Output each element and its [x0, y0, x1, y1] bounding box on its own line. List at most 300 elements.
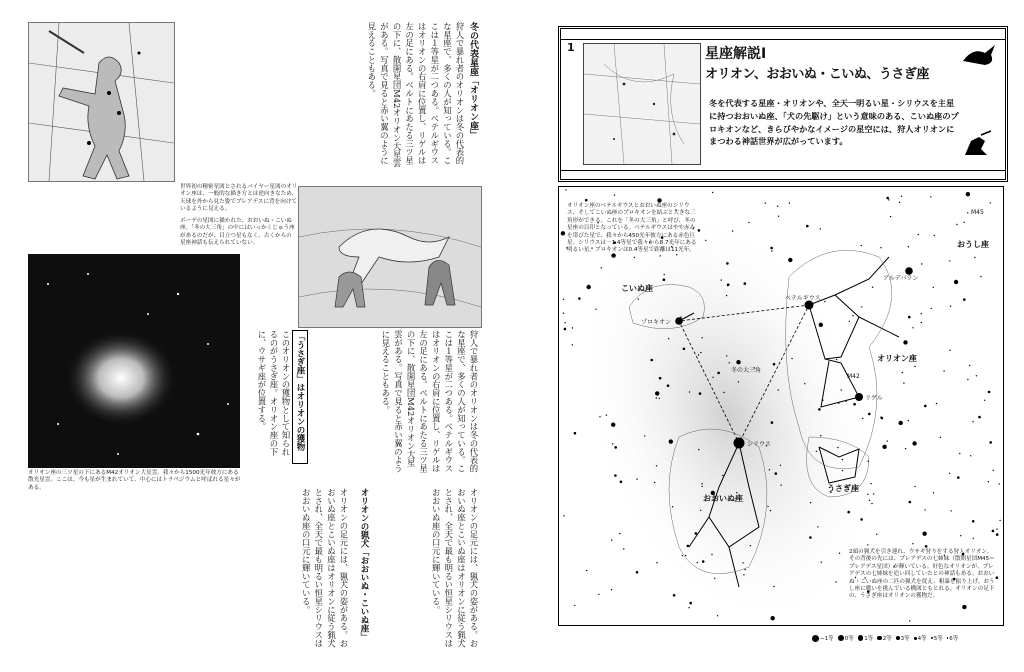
section3-block: [28, 488, 480, 656]
background-star: [908, 420, 909, 421]
magnitude-dot-icon: [877, 636, 882, 641]
label-canis-major: おおいぬ座: [703, 494, 743, 503]
background-star: [750, 545, 751, 546]
background-star: [688, 607, 689, 608]
background-star: [996, 533, 999, 536]
background-star: [909, 620, 910, 621]
background-star: [726, 295, 727, 296]
background-star: [765, 202, 766, 203]
magnitude-label: 0等: [844, 636, 854, 642]
background-star: [984, 400, 985, 401]
magnitude-legend-item: [947, 634, 959, 642]
background-star: [960, 535, 961, 536]
background-star: [876, 534, 877, 535]
background-star: [712, 192, 713, 193]
background-star: [887, 440, 888, 441]
pegasus-ornament-icon: [959, 41, 999, 67]
label-procyon: プロキオン: [641, 319, 672, 326]
background-star: [712, 377, 713, 378]
background-star: [841, 389, 842, 390]
background-star: [614, 194, 615, 195]
background-star: [810, 502, 811, 503]
background-star: [700, 510, 701, 511]
background-star: [902, 372, 903, 373]
background-star: [636, 479, 637, 480]
background-star: [729, 362, 730, 363]
background-star: [940, 437, 941, 438]
background-star: [623, 548, 624, 549]
background-star: [587, 285, 591, 289]
background-star: [687, 545, 690, 548]
background-star: [598, 594, 599, 595]
magnitude-legend-item: [896, 634, 910, 642]
background-star: [899, 202, 900, 203]
background-star: [722, 475, 723, 476]
starmap-note-top: オリオン座のベテルギウスとおおいぬ座のシリウス、そしてこいぬ座のプロキオンを結ぶと大きな三角形ができる。これを「冬の大三角」と呼び、冬の星座の目印となっている。ベテルギウスはやや赤みを帯びた星で、我々から450光年彼方にある赤色巨星。シリウスは－1.4等星で我々から8.7光年にある明るい星。プロキオンは0.4等星で距離は11光年。: [567, 203, 697, 254]
background-star: [816, 451, 817, 452]
background-star: [663, 278, 666, 281]
background-star: [702, 337, 703, 338]
background-star: [817, 526, 818, 527]
background-star: [963, 298, 966, 301]
background-star: [743, 574, 744, 575]
background-star: [921, 263, 922, 264]
background-star: [717, 372, 720, 375]
background-star: [572, 327, 573, 328]
background-star: [970, 455, 971, 456]
background-star: [842, 459, 843, 460]
background-star: [967, 379, 968, 380]
background-star: [699, 392, 702, 395]
background-star: [922, 532, 926, 536]
background-star: [572, 344, 573, 345]
section1-body: 狩人で暴れ者のオリオンは冬の代表的な星座で、多くの人が知っている。ここは１等星が二つある。ベテルギウスはオリオンの右肩に位置し、リゲルは左の足にある。ベルトにあたる三ツ星の下に、散開星団M42オリオン大星雲がある。写真で見ると赤い翼のように見えることもある。: [366, 22, 465, 168]
background-star: [861, 245, 862, 246]
background-star: [842, 470, 843, 471]
background-star: [659, 377, 662, 380]
background-star: [822, 400, 823, 401]
section3-heading: オリオンの猟犬「おおいぬ・こいぬ座」: [359, 488, 369, 641]
background-star: [611, 423, 615, 427]
background-star: [980, 276, 981, 277]
background-star: [769, 469, 770, 470]
background-star: [914, 486, 915, 487]
background-star: [862, 418, 863, 419]
section1-body-continued: 狩人で暴れ者のオリオンは冬の代表的な星座で、多くの人が知っている。ここは１等星が二つある。ベテルギウスはオリオンの右肩に位置し、リゲルは左の足にある。ベルトにあたる三ツ星の下に、散開星団M42オリオン大星雲がある。写真で見ると赤い翼のように見えることもある。: [380, 330, 479, 473]
background-star: [620, 481, 623, 484]
background-star: [619, 533, 620, 534]
background-star: [972, 421, 973, 422]
background-star: [993, 470, 994, 471]
background-star: [899, 421, 903, 425]
background-star: [818, 408, 821, 411]
background-star: [656, 397, 657, 398]
background-star: [638, 298, 639, 299]
header-border-band: [561, 29, 1005, 40]
background-star: [726, 262, 729, 265]
background-star: [697, 562, 698, 563]
right-page: [512, 0, 1024, 672]
background-star: [742, 562, 743, 563]
background-star: [882, 445, 886, 449]
background-star: [717, 615, 718, 616]
background-star: [974, 257, 975, 258]
background-star: [563, 313, 564, 314]
background-star: [599, 416, 600, 417]
background-star: [612, 443, 613, 444]
magnitude-label: 5等: [933, 636, 943, 642]
header-thumbnail-map: [583, 43, 701, 165]
background-star: [702, 560, 705, 563]
background-star: [644, 435, 645, 436]
background-star: [860, 518, 863, 521]
background-star: [872, 287, 873, 288]
background-star: [660, 255, 661, 256]
star-sirius: [734, 438, 745, 449]
magnitude-legend: [812, 634, 1002, 648]
header-title-area: [705, 43, 999, 91]
background-star: [683, 348, 686, 351]
magnitude-dot-icon: [838, 635, 844, 641]
background-star: [888, 199, 889, 200]
background-star: [949, 260, 950, 261]
background-star: [657, 198, 661, 202]
background-star: [838, 402, 839, 403]
background-star: [701, 486, 702, 487]
star-map: [558, 186, 1004, 626]
background-star: [949, 473, 950, 474]
background-star: [685, 555, 686, 556]
magnitude-legend-item: [877, 634, 892, 642]
background-star: [574, 432, 577, 435]
label-sirius: シリウス: [747, 441, 771, 448]
background-star: [905, 448, 906, 449]
background-star: [962, 605, 966, 609]
section2-body: このオリオンの獲物として知られるのがうさぎ座。オリオン座の下に、ウサギ座が位置する。: [257, 330, 291, 456]
magnitude-label: 4等: [917, 636, 927, 642]
label-betelgeuse: ベテルギウス: [785, 295, 821, 302]
background-star: [870, 483, 871, 484]
background-star: [563, 299, 564, 300]
background-star: [726, 355, 727, 356]
magnitude-label: 1等: [864, 636, 874, 642]
background-star: [672, 506, 673, 507]
magnitude-dot-icon: [896, 636, 900, 640]
magnitude-dot-icon: [858, 635, 863, 640]
background-star: [689, 602, 692, 605]
magnitude-dot-icon: [812, 635, 819, 642]
background-star: [667, 384, 670, 387]
background-star: [999, 520, 1000, 521]
background-star: [886, 197, 889, 200]
background-star: [924, 509, 925, 510]
background-star: [912, 543, 913, 544]
background-star: [700, 352, 701, 353]
header-title: 星座解説Ⅰ: [705, 46, 767, 62]
star-procyon: [675, 317, 683, 325]
background-star: [933, 287, 934, 288]
background-star: [951, 510, 952, 511]
background-star: [564, 328, 567, 331]
background-star: [770, 510, 771, 511]
background-star: [565, 189, 566, 190]
background-star: [934, 235, 935, 236]
magnitude-legend-item: [914, 634, 927, 642]
background-star: [931, 308, 932, 309]
background-star: [978, 416, 981, 419]
header-subtitle: オリオン、おおいぬ・こいぬ、うさぎ座: [705, 67, 929, 82]
background-star: [950, 306, 951, 307]
label-canis-minor: こいぬ座: [621, 284, 653, 293]
background-star: [614, 474, 617, 477]
background-star: [903, 340, 907, 344]
background-star: [996, 529, 997, 530]
background-star: [804, 383, 805, 384]
background-star: [601, 267, 602, 268]
header-box: [558, 26, 1008, 182]
background-star: [636, 571, 639, 574]
background-star: [574, 605, 575, 606]
caption-engraving-orion: 世界初の精密星図とされるバイヤー星図のオリオン座は、一般的な描き方とは逆向きなため、天球を外から見た姿でプレアデスに背を向けているように見える。: [180, 184, 298, 213]
background-star: [849, 321, 850, 322]
background-star: [771, 421, 774, 424]
header-border-band-bottom: [561, 170, 1005, 179]
background-star: [914, 366, 915, 367]
background-star: [890, 216, 891, 217]
background-star: [846, 401, 847, 402]
dogs-illustration: [299, 187, 481, 327]
background-star: [809, 536, 812, 539]
background-star: [669, 439, 673, 443]
background-star: [908, 316, 911, 319]
magnitude-label: −1等: [820, 636, 834, 642]
background-star: [837, 447, 838, 448]
background-star: [925, 545, 928, 548]
background-star: [711, 554, 712, 555]
caption-photo-m42: オリオン座の三ツ星の下にあるM42オリオン大星雲。我々から1500光年彼方にある散光星雲。ここは、今も星が生まれていて、中心にはトラペジウムと呼ばれる星々がある。: [28, 470, 241, 491]
background-star: [873, 493, 874, 494]
background-star: [852, 315, 853, 316]
background-star: [912, 327, 913, 328]
background-star: [820, 228, 821, 229]
background-star: [650, 359, 653, 362]
background-star: [682, 555, 683, 556]
background-star: [880, 247, 881, 248]
section3-body-right: オリオンの足元には、猟犬の姿がある。おおいぬ座とこいぬ座はオリオンに従う猟犬とされ、全天で最も明るい恒星シリウスはおおいぬ座の口元に輝いている。: [431, 488, 479, 648]
background-star: [853, 403, 856, 406]
background-star: [839, 553, 840, 554]
background-star: [744, 282, 747, 285]
background-star: [943, 370, 944, 371]
background-star: [778, 216, 779, 217]
background-star: [973, 538, 974, 539]
background-star: [836, 359, 837, 360]
background-star: [806, 225, 809, 228]
background-star: [930, 196, 931, 197]
background-star: [595, 309, 596, 310]
section2-heading: 「うさぎ座」はオリオンの獲物: [292, 330, 308, 464]
magnitude-label: 2等: [882, 636, 892, 642]
background-star: [789, 202, 790, 203]
background-star: [972, 520, 975, 523]
star-rigel: [855, 393, 863, 401]
background-star: [773, 586, 774, 587]
background-star: [861, 306, 862, 307]
background-star: [736, 360, 740, 364]
background-star: [738, 381, 739, 382]
background-star: [780, 485, 781, 486]
magnitude-label: 3等: [900, 636, 910, 642]
background-star: [695, 532, 698, 535]
label-taurus: おうし座: [957, 240, 989, 249]
background-star: [701, 483, 702, 484]
background-star: [949, 350, 950, 351]
background-star: [565, 322, 566, 323]
background-star: [903, 382, 904, 383]
background-star: [777, 206, 778, 207]
background-star: [654, 482, 655, 483]
background-star: [992, 530, 995, 533]
background-star: [996, 576, 999, 579]
m42-photo-image: [28, 254, 240, 468]
background-star: [954, 280, 958, 284]
background-star: [966, 192, 970, 196]
background-star: [988, 391, 991, 394]
background-star: [744, 569, 745, 570]
background-star: [780, 465, 781, 466]
background-star: [918, 234, 919, 235]
background-star: [867, 544, 868, 545]
background-star: [868, 461, 869, 462]
background-star: [614, 446, 617, 449]
magnitude-label: 6等: [949, 636, 959, 642]
background-star: [767, 506, 768, 507]
background-star: [723, 392, 724, 393]
background-star: [969, 365, 970, 366]
background-star: [967, 212, 968, 213]
background-star: [770, 247, 773, 250]
background-star: [791, 358, 792, 359]
background-star: [871, 503, 872, 504]
background-star: [586, 570, 587, 571]
background-star: [664, 274, 665, 275]
thumbnail-map-illustration: [584, 44, 700, 164]
label-lepus: うさぎ座: [827, 484, 859, 493]
background-star: [936, 403, 937, 404]
orion-figure-illustration: [29, 23, 174, 181]
background-star: [999, 483, 1000, 484]
magnitude-legend-item: [858, 634, 873, 642]
label-m45: M45: [971, 209, 984, 216]
background-star: [773, 363, 776, 366]
background-star: [561, 231, 565, 235]
starmap-note-bottom: 2頭の猟犬を引き連れ、ウサギ狩りをする狩人オリオン。その背後の先には、プレアデスの七姉妹（散開星団M45＝プレアデス星団）が輝いている。好色なオリオンが、プレアデスの七姉妹を追い回していたとの神話もある。おおいぬ・こいぬ座の二匹の猟犬を従え、粗暴を振り上げ、おうし座に戦いを挑んでいる構図ともとれる。オリオンの足下の、うさぎ座はオリオンの獲物だ。: [849, 549, 995, 600]
background-star: [988, 481, 989, 482]
background-star: [957, 476, 960, 479]
label-orion: オリオン座: [877, 354, 917, 363]
background-star: [689, 391, 690, 392]
magnitude-dot-icon: [947, 637, 949, 639]
background-star: [611, 540, 612, 541]
background-star: [820, 435, 821, 436]
background-star: [788, 258, 792, 262]
background-star: [634, 257, 635, 258]
background-star: [714, 578, 715, 579]
hunter-ornament-icon: [959, 129, 995, 159]
magnitude-dot-icon: [914, 637, 917, 640]
background-star: [868, 413, 871, 416]
background-star: [748, 222, 749, 223]
background-star: [705, 240, 706, 241]
background-star: [933, 492, 934, 493]
background-star: [611, 589, 612, 590]
background-star: [775, 472, 778, 475]
background-star: [585, 199, 588, 202]
background-star: [771, 250, 772, 251]
header-intro: 冬を代表する星座・オリオンや、全天一明るい星・シリウスを主星に持つおおいぬ座、「犬の先駆け」という意味のある、こいぬ座のプロキオンなど、きらびやかなイメージの星空には、狩人オリオンにまつわる神話世界が広がっています。: [709, 98, 959, 147]
background-star: [655, 391, 659, 395]
label-rigel: リゲル: [865, 395, 883, 402]
background-star: [869, 500, 870, 501]
background-star: [835, 581, 836, 582]
section3-body-left: オリオンの足元には、猟犬の姿がある。おおいぬ座とこいぬ座はオリオンに従う猟犬とされ、全天で最も明るい恒星シリウスはおおいぬ座の口元に輝いている。: [301, 488, 349, 648]
background-star: [989, 441, 992, 444]
section1-block: [180, 22, 480, 182]
magnitude-dot-icon: [931, 637, 933, 639]
background-star: [606, 414, 607, 415]
background-star: [656, 562, 657, 563]
background-star: [727, 285, 728, 286]
section2-block: [248, 330, 308, 470]
background-star: [578, 297, 581, 300]
background-star: [881, 417, 884, 420]
background-star: [698, 449, 699, 450]
background-star: [819, 323, 823, 327]
background-star: [976, 375, 977, 376]
background-star: [847, 511, 850, 514]
background-star: [698, 354, 699, 355]
background-star: [656, 465, 657, 466]
background-star: [732, 230, 733, 231]
label-winter-triangle: 冬の大三角: [731, 367, 762, 374]
label-m42: M42: [847, 373, 860, 380]
background-star: [912, 441, 916, 445]
engraving-dogs-bode: [298, 186, 482, 328]
magnitude-legend-item: [812, 634, 834, 642]
section1-heading: 冬の代表星座「オリオン座」: [468, 22, 478, 139]
background-star: [867, 494, 868, 495]
engraving-orion-bayer: [28, 22, 175, 182]
background-star: [990, 202, 991, 203]
background-star: [901, 196, 902, 197]
background-star: [721, 279, 722, 280]
background-star: [921, 313, 922, 314]
background-star: [921, 322, 922, 323]
background-star: [563, 515, 564, 516]
background-star: [659, 398, 660, 399]
label-aldebaran: アルデバラン: [883, 275, 919, 282]
magnitude-legend-item: [931, 634, 943, 642]
caption-engraving-dogs: ボーデの星図に描かれた、おおいぬ・こいぬ座。「冬の大三角」の中にはいっかくじゅう座があるのだが、目立つ星もなく、古くからの星座神話も伝えられていない。: [180, 218, 295, 247]
background-star: [778, 389, 779, 390]
background-star: [924, 405, 927, 408]
background-star: [668, 338, 669, 339]
header-badge: 1: [567, 41, 575, 54]
background-star: [959, 453, 960, 454]
background-star: [908, 246, 909, 247]
background-star: [824, 301, 825, 302]
magnitude-legend-item: [838, 634, 854, 642]
